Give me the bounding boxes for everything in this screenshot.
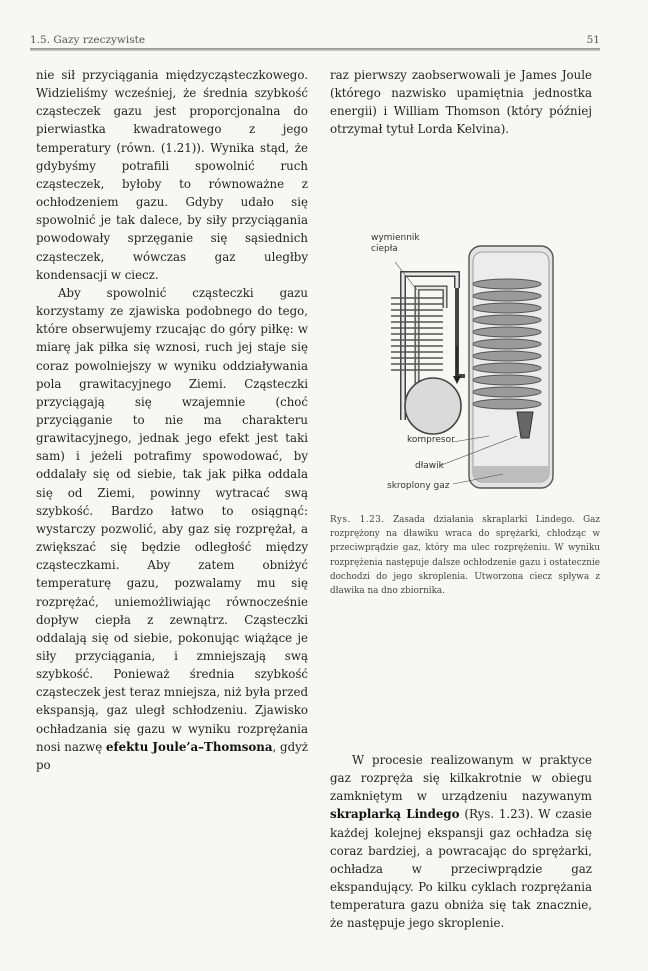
label-throttle: dławik (415, 461, 444, 471)
linde-liquefier-figure (357, 226, 569, 502)
paragraph-linde-before: W procesie realizowanym w praktyce gaz rozpręża się kilkakrotnie w obiegu zamkniętym w urządzeniu nazywanym (330, 753, 592, 804)
pipe-to-tank (457, 288, 465, 376)
label-liquefied-gas: skroplony gaz (387, 481, 450, 491)
paragraph-2-end: , gdyż po (36, 739, 308, 772)
label-heat-exchanger-2: ciepła (371, 244, 398, 254)
linde-liquefier-diagram (357, 226, 569, 502)
right-column-top (330, 66, 592, 139)
paragraph-2-text: Aby spowolnić cząsteczki gazu korzystamy ze zjawiska podobnego do tego, które obserwujemy rzucając do góry piłkę: w miarę jak piłka się wznosi, ruch jej staje się coraz powolniejszy w wyniku oddziaływania pola grawitacyjnego Ziemi. Cząsteczki przyciągają się wzajemnie (choć przyciąganie to nie ma charakteru grawitacyjnego, jednak jego efekt jest taki sam) i jeżeli potrafimy spowodować, by oddalały się od siebie, tak jak piłka oddala się od Ziemi, powinny wytracać swą szybkość. Bardzo łatwo to osiągnąć: wystarczy pozwolić, aby gaz się rozprężał, a zwiększać się będzie odległość między cząsteczkami. Aby zatem obniżyć temperaturę gazu, pozwalamy mu się rozprężać, uniemożliwiając równocześnie dopływ ciepła z zewnątrz. Cząsteczki oddalają się od siebie, pokonując wiążące je siły przyciągania, i zmniejszają swą szybkość. Ponieważ średnia szybkość cząsteczek jest teraz mniejsza, niż była przed ekspansją, gaz uległ schłodzeniu. Zjawisko ochładzania się gazu w wyniku rozprężania nosi nazwę (36, 285, 308, 754)
paragraph-continuation: raz pierwszy zaobserwowali je James Joule (którego nazwisko upamiętnia jednostka energii) i William Thomson (który później otrzymał tytuł Lorda Kelvina). (330, 68, 592, 137)
left-column (36, 66, 308, 774)
caption-label: Rys. 1.23. (330, 515, 385, 525)
flow-arrowhead (453, 376, 461, 384)
label-heat-exchanger: wymiennik (371, 233, 420, 243)
caption-text: Zasada działania skraplarki Lindego. Gaz rozprężony na dławiku wraca do sprężarki, chłodząc w przeciwprądzie gaz, który ma ulec rozprężeniu. W wyniku rozprężenia następuje dalsze ochłodzenie gazu i ostatecznie dochodzi do jego skroplenia. Utworzona ciecz spływa z dławika na dno zbiornika. (330, 515, 600, 597)
compressor (405, 378, 461, 434)
term-linde-liquefier: skraplarką Lindego (330, 807, 460, 822)
page-number: 51 (586, 34, 600, 46)
figure-caption (330, 513, 600, 598)
term-joule-thomson: efektu Joule’a–Thomsona (105, 739, 273, 754)
paragraph-linde (330, 751, 592, 933)
right-column-bottom (330, 751, 592, 933)
section-title: 1.5. Gazy rzeczywiste (30, 34, 146, 46)
running-header (30, 30, 600, 48)
header-rule (30, 48, 600, 51)
liquid (473, 466, 549, 482)
paragraph-linde-after: (Rys. 1.23). W czasie każdej kolejnej ekspansji gaz ochładza się coraz bardziej, a powracając do sprężarki, ochładza w przeciwprądzie gaz ekspandujący. Po kilku cyklach rozprężania temperatura gazu obniża się tak znacznie, że następuje jego skroplenie. (330, 807, 592, 931)
paragraph-2 (36, 284, 308, 774)
label-compressor: kompresor (407, 435, 455, 445)
coil (473, 279, 541, 409)
paragraph-1: nie sił przyciągania międzycząsteczkowego. Widzieliśmy wcześniej, że średnia szybkość cząsteczek gazu jest proporcjonalna do pierwiastka kwadratowego z jego temperatury (równ. (1.21)). Wynika stąd, że gdybyśmy potrafili spowolnić ruch cząsteczek, byłoby to równoważne z ochłodzeniem gazu. Gdyby udało się spowolnić je tak dalece, by siły przyciągania powodowały sprzęganie się sąsiednich cząsteczek, wówczas gaz uległby kondensacji w ciecz. (36, 68, 308, 282)
